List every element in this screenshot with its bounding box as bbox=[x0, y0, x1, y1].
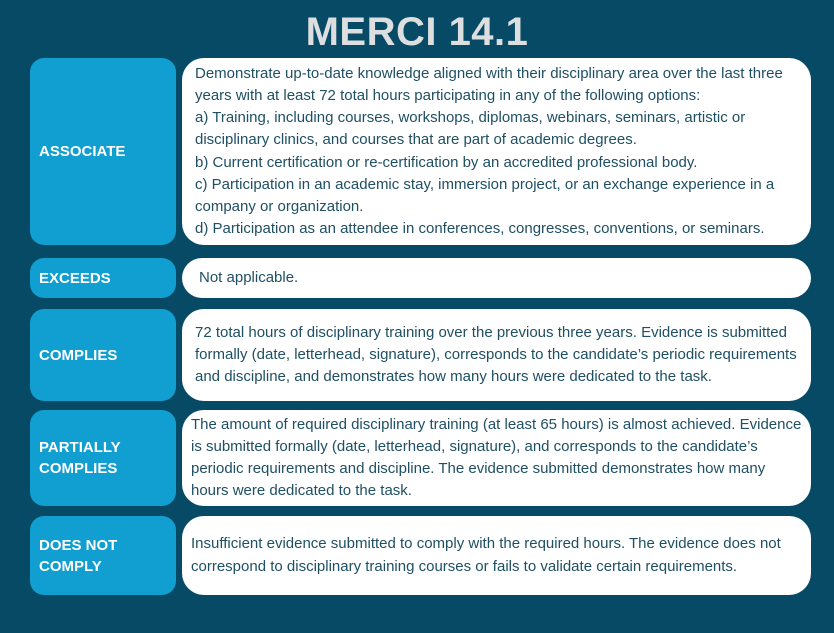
page-title: MERCI 14.1 bbox=[305, 10, 529, 54]
associate-option-a: a) Training, including courses, workshops, diplomas, webinars, seminars, artistic or disciplinary clinics, and courses that are part of academic degrees. bbox=[195, 109, 746, 149]
associate-option-b: b) Current certification or re-certification by an accredited professional body. bbox=[195, 153, 698, 171]
rubric-row-associate bbox=[30, 58, 811, 245]
rubric-row-complies bbox=[30, 309, 811, 401]
row-label-associate: ASSOCIATE bbox=[30, 58, 176, 245]
row-description-exceeds bbox=[182, 258, 811, 298]
row-label-complies: COMPLIES bbox=[30, 309, 176, 401]
exceeds-text: Not applicable. bbox=[199, 268, 299, 286]
associate-option-d: d) Participation as an attendee in conferences, congresses, conventions, or seminars. bbox=[195, 220, 765, 238]
associate-option-c: c) Participation in an academic stay, immersion project, or an exchange experience in a company or organization. bbox=[195, 175, 775, 215]
does-not-comply-text: Insufficient evidence submitted to comply with the required hours. The evidence does not correspond to disciplinary training courses or fails to validate certain requirements. bbox=[191, 535, 781, 575]
row-description-partially-complies bbox=[182, 410, 811, 506]
row-label-exceeds: EXCEEDS bbox=[30, 258, 176, 298]
rubric-row-exceeds bbox=[30, 258, 811, 298]
partially-complies-text: The amount of required disciplinary training (at least 65 hours) is almost achieved. Evidence is submitted formally (date, letterhead, signature), and corresponds to the candidate’s periodic requirements and discipline. The evidence submitted demonstrates how many hours were dedicated to the task. bbox=[191, 415, 802, 500]
row-description-associate bbox=[182, 58, 811, 245]
row-label-does-not-comply: DOES NOT COMPLY bbox=[30, 516, 176, 595]
complies-text: 72 total hours of disciplinary training over the previous three years. Evidence is submitted formally (date, letterhead, signature), corresponds to the candidate’s periodic requirements and discipline, and demonstrates how many hours were dedicated to the task. bbox=[195, 323, 797, 386]
row-description-complies bbox=[182, 309, 811, 401]
associate-intro: Demonstrate up-to-date knowledge aligned with their disciplinary area over the last three years with at least 72 total hours participating in any of the following options: bbox=[195, 64, 783, 104]
rubric-row-does-not-comply bbox=[30, 516, 811, 595]
row-label-partially-complies: PARTIALLY COMPLIES bbox=[30, 410, 176, 506]
rubric-row-partially-complies bbox=[30, 410, 811, 506]
row-description-does-not-comply bbox=[182, 516, 811, 595]
